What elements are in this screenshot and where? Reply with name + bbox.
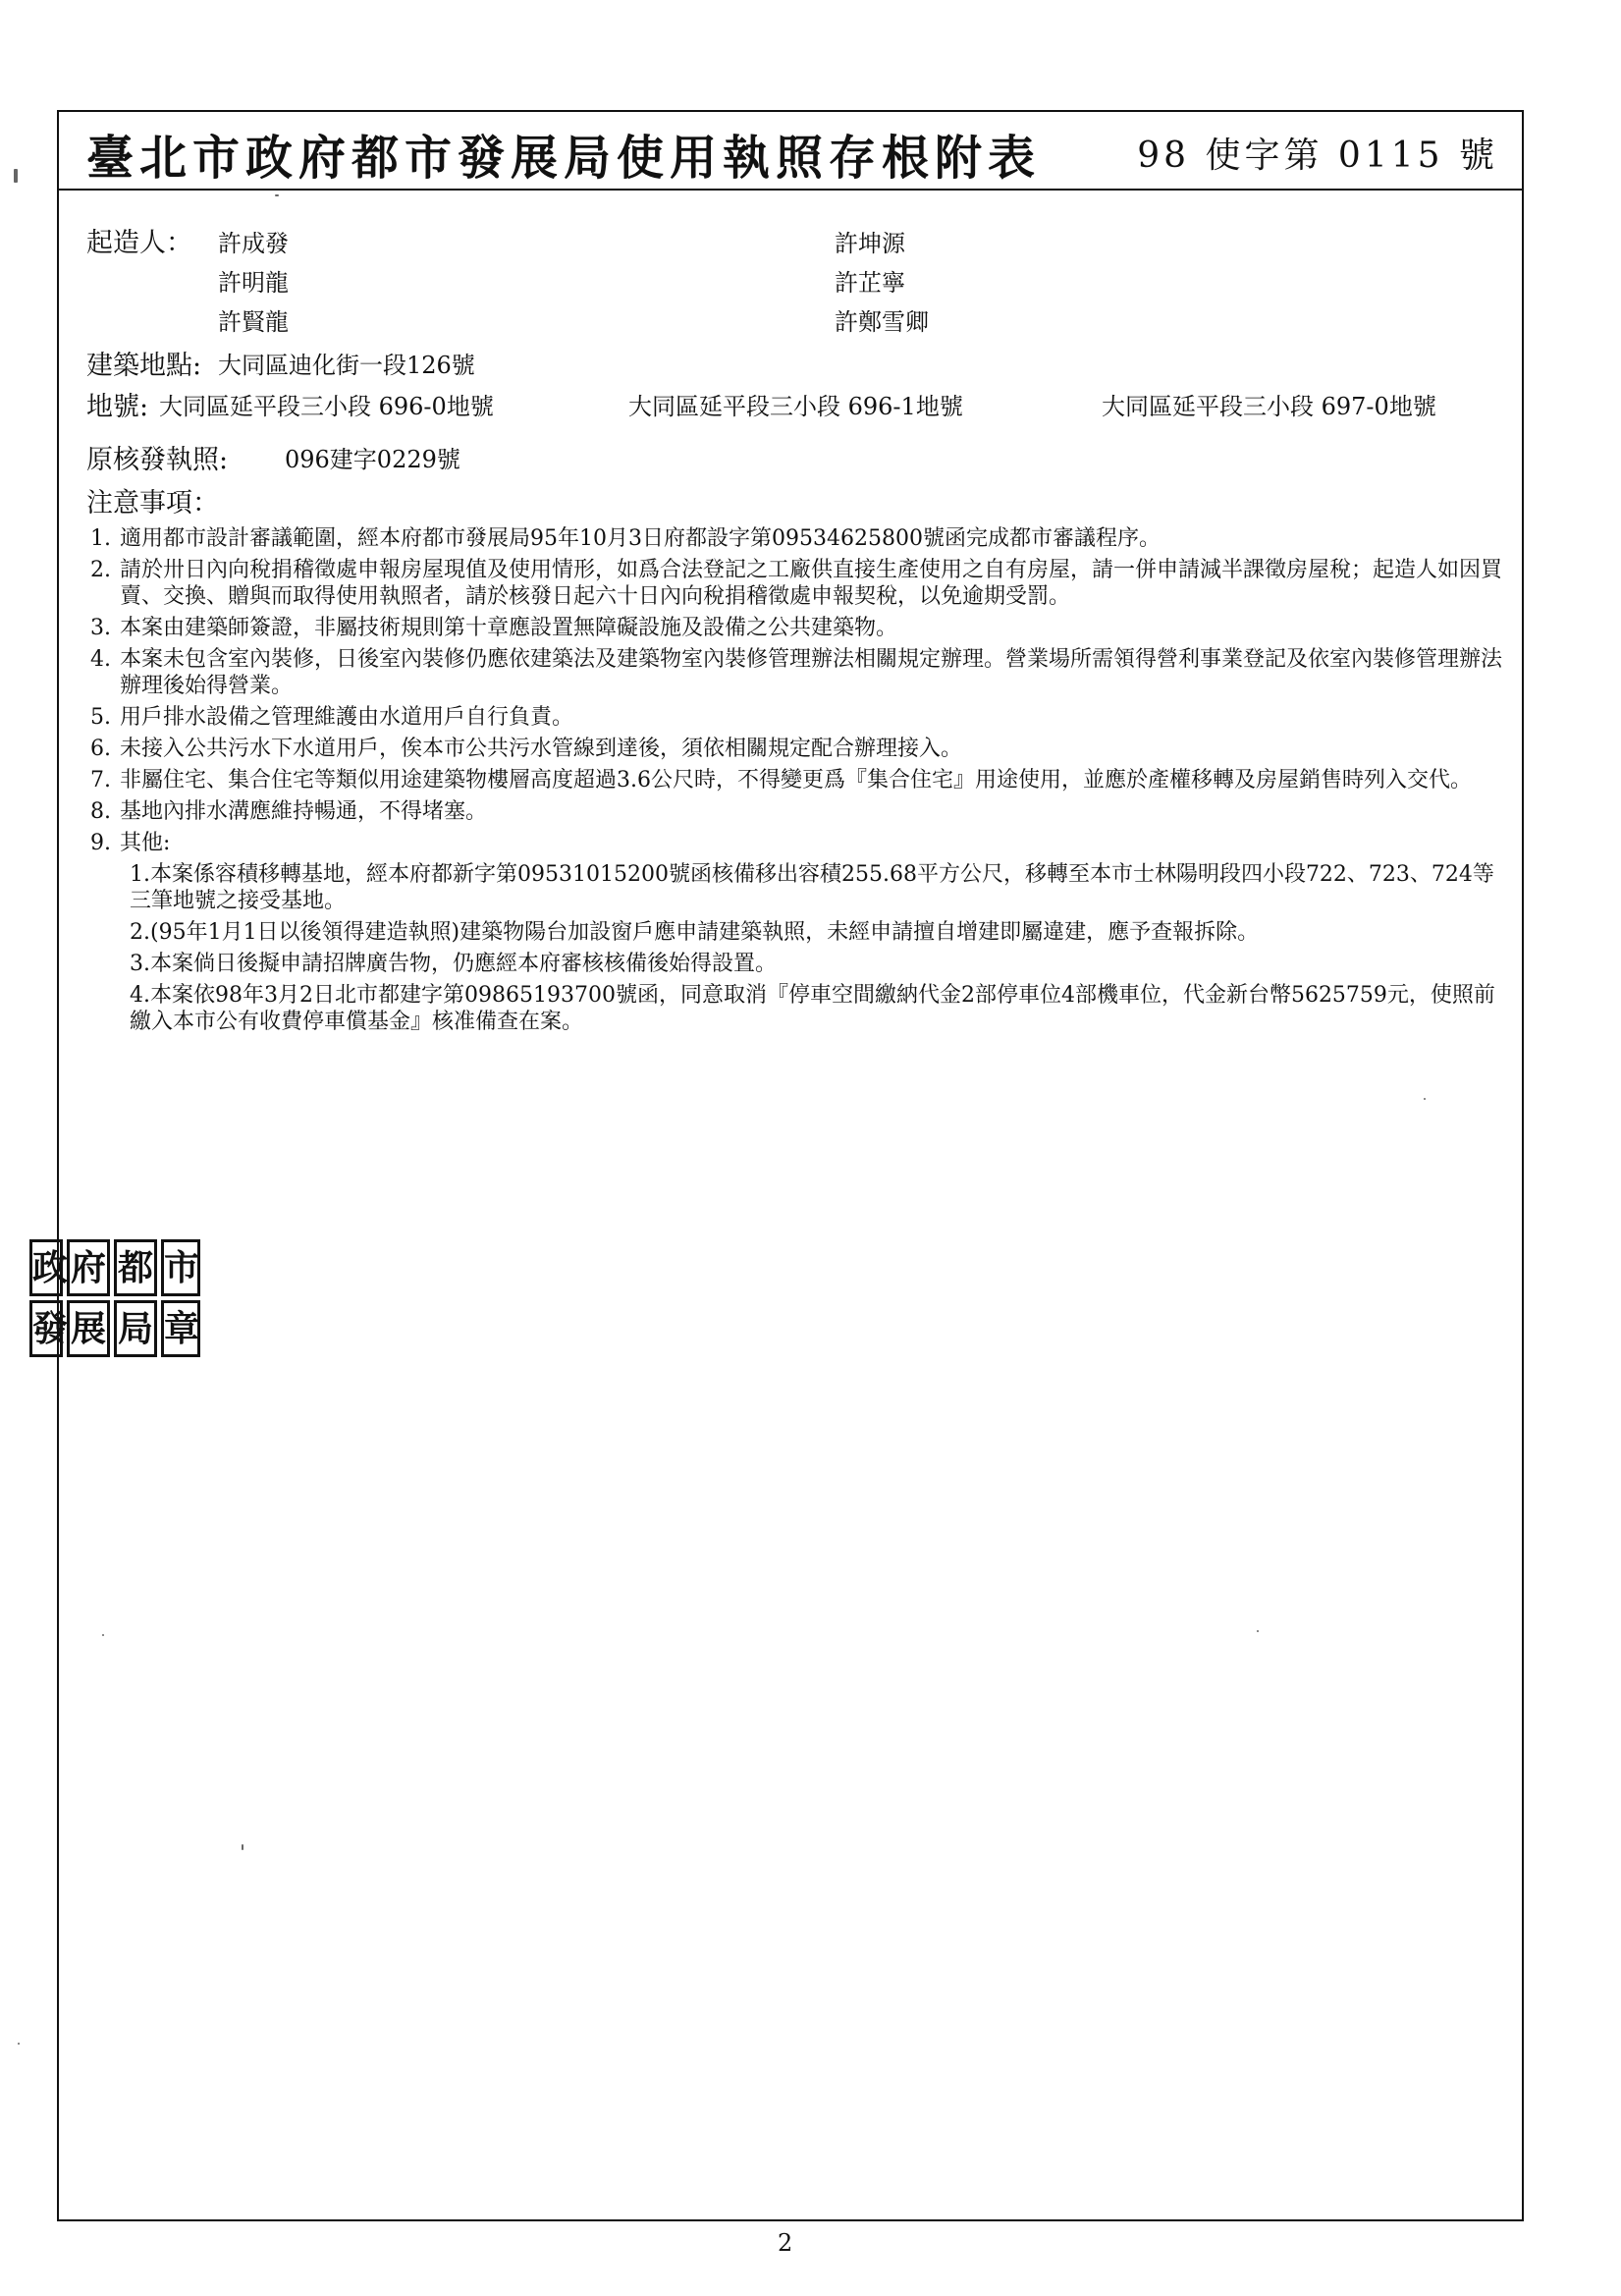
applicant-name: 許芷寧 — [835, 269, 905, 297]
applicant-name: 許坤源 — [835, 230, 905, 257]
page-number: 2 — [778, 2229, 793, 2257]
note-number: 4. — [90, 647, 111, 672]
seal-char: 市 — [161, 1239, 200, 1296]
applicant-name: 許成發 — [218, 230, 289, 257]
note-item — [90, 646, 1514, 699]
other-note-item: 4.本案依98年3月2日北市都建字第09865193700號函，同意取消『停車空間繳納代金2部停車位4部機車位，代金新台幣5625759元，使照前繳入本市公有收費停車償基金』核准備查在案。 — [130, 983, 1495, 1034]
original-permit-value: 096建字0229號 — [285, 446, 460, 473]
note-number: 2. — [90, 558, 111, 582]
document-frame — [57, 110, 1524, 2221]
applicant-name: 許明龍 — [218, 269, 289, 297]
applicant-name: 許賢龍 — [218, 308, 289, 336]
official-seal — [29, 1239, 200, 1357]
note-text: 用戶排水設備之管理維護由水道用戶自行負責。 — [120, 705, 574, 730]
applicants-label: 起造人： — [86, 228, 192, 258]
lots-label: 地號: — [86, 392, 149, 422]
seal-char: 發 — [29, 1300, 63, 1357]
document-number: 98 使字第 0115 號 — [1137, 136, 1498, 176]
note-text: 本案未包含室內裝修，日後室內裝修仍應依建築法及建築物室內裝修管理辦法相關規定辦理。營業場所需領得營利事業登記及依室內裝修管理辦法辦理後始得營業。 — [120, 647, 1503, 698]
note-item — [90, 767, 1514, 793]
note-text: 非屬住宅、集合住宅等類似用途建築物樓層高度超過3.6公尺時，不得變更爲『集合住宅』用途使用，並應於產權移轉及房屋銷售時列入交代。 — [120, 768, 1472, 793]
title-bar — [57, 110, 1524, 191]
note-number: 9. — [90, 831, 111, 855]
note-item — [90, 736, 1514, 762]
note-number: 7. — [90, 768, 111, 793]
note-text: 請於卅日內向稅捐稽徵處申報房屋現值及使用情形，如爲合法登記之工廠供直接生產使用之自有房屋，請一併申請減半課徵房屋稅；起造人如因買賣、交換、贈與而取得使用執照者，請於核發日起六十日內向稅捐稽徵處申報契稅，以免逾期受罰。 — [120, 558, 1503, 609]
seal-char: 政 — [29, 1239, 63, 1296]
note-item — [90, 704, 1514, 731]
note-number: 5. — [90, 705, 111, 730]
site-label: 建築地點: — [86, 351, 202, 381]
document-title: 臺北市政府都市發展局使用執照存根附表 — [86, 131, 1042, 186]
seal-char: 都 — [114, 1239, 157, 1296]
note-text: 基地內排水溝應維持暢通，不得堵塞。 — [120, 799, 488, 824]
other-notes — [90, 861, 1514, 1035]
applicant-name: 許鄭雪卿 — [835, 308, 929, 336]
note-text: 適用都市設計審議範圍，經本府都市發展局95年10月3日府都設字第09534625800號函完成都市審議程序。 — [120, 526, 1161, 551]
note-item — [90, 525, 1514, 552]
original-permit-label: 原核發執照: — [86, 445, 229, 475]
lot-item: 大同區延平段三小段 697-0地號 — [1102, 393, 1436, 420]
lot-item: 大同區延平段三小段 696-1地號 — [628, 393, 963, 420]
note-item — [90, 557, 1514, 610]
note-number: 6. — [90, 737, 111, 761]
seal-char: 局 — [114, 1300, 157, 1357]
note-text: 本案由建築師簽證，非屬技術規則第十章應設置無障礙設施及設備之公共建築物。 — [120, 616, 898, 640]
note-item — [90, 798, 1514, 825]
notes-list — [90, 525, 1514, 1040]
site-address: 大同區迪化街一段126號 — [218, 352, 475, 379]
note-item — [90, 615, 1514, 641]
other-note-item: 3.本案倘日後擬申請招牌廣告物，仍應經本府審核核備後始得設置。 — [130, 952, 777, 976]
seal-char: 府 — [67, 1239, 110, 1296]
note-number: 3. — [90, 616, 111, 640]
note-text: 未接入公共污水下水道用戶，俟本市公共污水管線到達後，須依相關規定配合辦理接入。 — [120, 737, 963, 761]
seal-char: 章 — [161, 1300, 200, 1357]
other-note-item: 2.(95年1月1日以後領得建造執照)建築物陽台加設窗戶應申請建築執照，未經申請擅自增建即屬違建，應予查報拆除。 — [130, 920, 1260, 945]
lot-item: 大同區延平段三小段 696-0地號 — [159, 393, 494, 420]
note-number: 8. — [90, 799, 111, 824]
other-note-item: 1.本案係容積移轉基地，經本府都新字第09531015200號函核備移出容積255.68平方公尺，移轉至本市士林陽明段四小段722、723、724等三筆地號之接受基地。 — [130, 862, 1494, 913]
notes-heading: 注意事項： — [86, 488, 219, 519]
seal-char: 展 — [67, 1300, 110, 1357]
note-number: 1. — [90, 526, 111, 551]
note-text: 其他: — [120, 831, 171, 855]
note-item — [90, 830, 1514, 856]
